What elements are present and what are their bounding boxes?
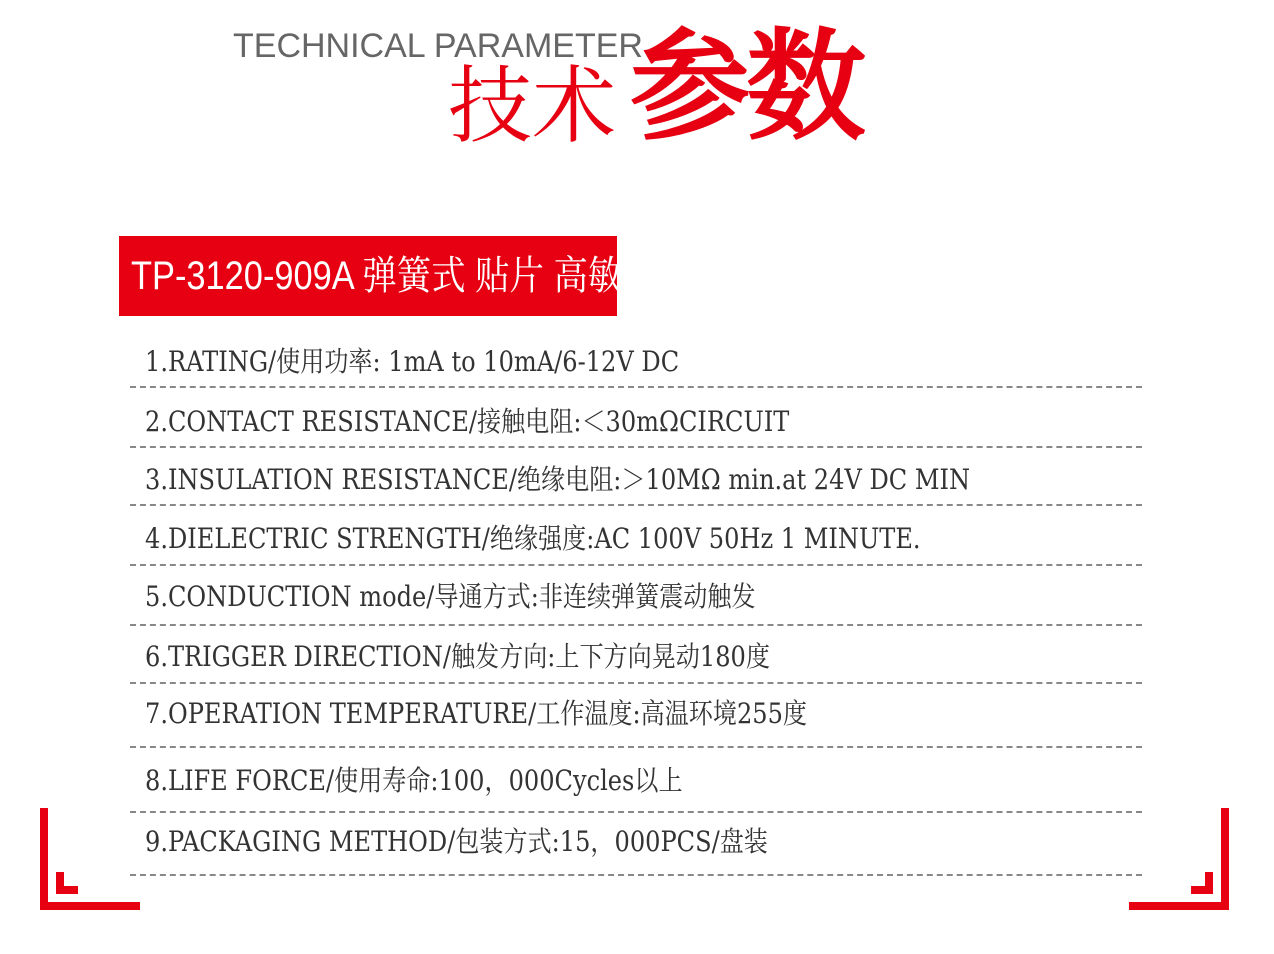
- bracket-inner-horizontal: [56, 886, 78, 894]
- model-label: TP-3120-909A 弹簧式 贴片 高敏感: [131, 254, 657, 298]
- divider: [130, 874, 1142, 876]
- corner-bracket-right: [1129, 808, 1229, 910]
- spec-text: 4.DIELECTRIC STRENGTH/绝缘强度:AC 100V 50Hz 1 MINUTE.: [145, 522, 921, 555]
- spec-text: 6.TRIGGER DIRECTION/触发方向:上下方向晃动180度: [145, 640, 770, 673]
- divider: [130, 746, 1142, 748]
- spec-item-conduction-mode: [130, 577, 1142, 617]
- divider: [130, 564, 1142, 566]
- spec-item-insulation-resistance: [130, 460, 1142, 500]
- spec-text: 9.PACKAGING METHOD/包装方式:15，000PCS/盘装: [145, 825, 768, 858]
- divider: [130, 504, 1142, 506]
- spec-text: 7.OPERATION TEMPERATURE/工作温度:高温环境255度: [145, 697, 807, 730]
- chinese-title-light: 技术: [448, 57, 617, 155]
- spec-text: 8.LIFE FORCE/使用寿命:100，000Cycles以上: [145, 764, 683, 797]
- divider: [130, 386, 1142, 388]
- corner-bracket-left: [40, 808, 140, 910]
- spec-item-packaging-method: [130, 822, 1142, 862]
- divider: [130, 811, 1142, 813]
- spec-item-life-force: [130, 761, 1142, 801]
- spec-item-contact-resistance: [130, 402, 1142, 442]
- spec-text: 3.INSULATION RESISTANCE/绝缘电阻:＞10MΩ min.at 24V DC MIN: [145, 463, 971, 496]
- spec-item-trigger-direction: [130, 637, 1142, 677]
- model-banner: [119, 236, 657, 316]
- spec-item-dielectric-strength: [130, 519, 1142, 559]
- spec-item-rating: [130, 342, 1142, 382]
- spec-text: 2.CONTACT RESISTANCE/接触电阻:＜30mΩCIRCUIT: [145, 405, 790, 438]
- bracket-inner-horizontal: [1191, 886, 1213, 894]
- divider: [130, 682, 1142, 684]
- spec-text: 1.RATING/使用功率: 1mA to 10mA/6-12V DC: [145, 345, 680, 378]
- chinese-title-bold: 参数: [630, 18, 862, 157]
- spec-item-operation-temperature: [130, 694, 1142, 734]
- spec-text: 5.CONDUCTION mode/导通方式:非连续弹簧震动触发: [145, 580, 756, 613]
- english-title: TECHNICAL PARAMETER: [233, 27, 643, 65]
- divider: [130, 446, 1142, 448]
- divider: [130, 624, 1142, 626]
